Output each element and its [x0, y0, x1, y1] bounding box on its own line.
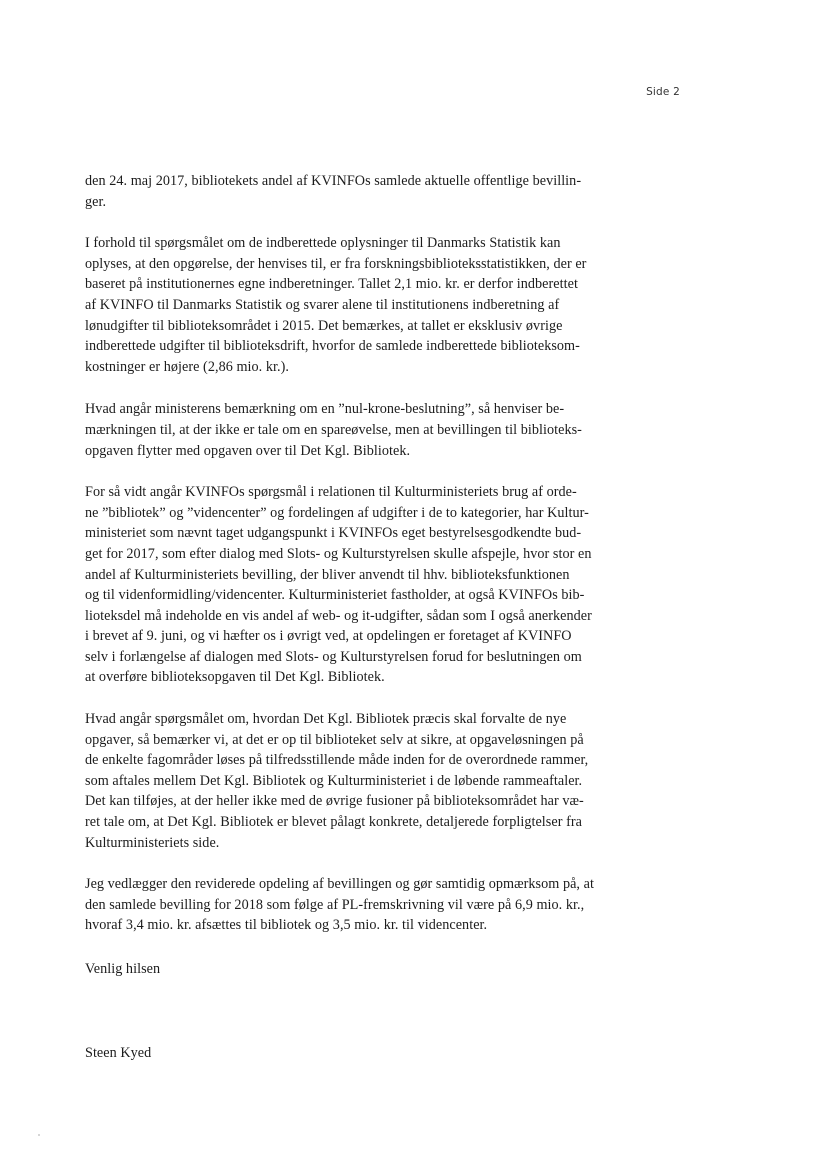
text-line: ne ”bibliotek” og ”videncenter” og fordelingen af udgifter i de to kategorier, har Kultur- — [85, 504, 589, 521]
paragraph-statistics — [85, 233, 655, 377]
paragraph-zero-krone — [85, 399, 655, 461]
text-line: opgaver, så bemærker vi, at det er op til biblioteket selv at sikre, at opgaveløsningen på — [85, 731, 584, 748]
text-line: Hvad angår spørgsmålet om, hvordan Det Kgl. Bibliotek præcis skal forvalte de nye — [85, 711, 567, 728]
text-line: I forhold til spørgsmålet om de indberettede oplysninger til Danmarks Statistik kan — [85, 235, 561, 252]
text-line: ministeriet som nævnt taget udgangspunkt i KVINFOs eget bestyrelsesgodkendte bud- — [85, 525, 582, 542]
text-line: kostninger er højere (2,86 mio. kr.). — [85, 358, 289, 375]
signature-name: Steen Kyed — [85, 1044, 152, 1061]
text-line: ret tale om, at Det Kgl. Bibliotek er blevet pålagt konkrete, detaljerede forpligtelser fra — [85, 814, 582, 831]
text-line: selv i forlængelse af dialogen med Slots- og Kulturstyrelsen forud for beslutningen om — [85, 648, 582, 665]
letter-body — [85, 171, 655, 1063]
text-line: Kulturministeriets side. — [85, 834, 220, 851]
text-line: den samlede bevilling for 2018 som følge af PL-fremskrivning vil være på 6,9 mio. kr., — [85, 896, 585, 913]
text-line: For så vidt angår KVINFOs spørgsmål i relationen til Kulturministeriets brug af orde- — [85, 484, 577, 501]
paragraph-administration — [85, 709, 655, 853]
text-line: indberettede udgifter til biblioteksdrift, hvorfor de samlede indberettede biblioteksom- — [85, 338, 580, 355]
text-line: mærkningen til, at der ikke er tale om en spareøvelse, men at bevillingen til biblioteks- — [85, 421, 582, 438]
text-line: og til videnformidling/videncenter. Kulturministeriet fastholder, at også KVINFOs bib- — [85, 587, 585, 604]
paragraph-budget-share — [85, 171, 655, 212]
closing-salutation: Venlig hilsen — [85, 961, 161, 977]
text-line: den 24. maj 2017, bibliotekets andel af KVINFOs samlede aktuelle offentlige bevillin- — [85, 173, 582, 189]
text-line: Hvad angår ministerens bemærkning om en ”nul-krone-beslutning”, så henviser be- — [85, 401, 565, 418]
page-number: Side 2 — [646, 86, 680, 98]
text-line: at overføre biblioteksopgaven til Det Kgl. Bibliotek. — [85, 669, 385, 686]
text-line: i brevet af 9. juni, og vi hæfter os i øvrigt ved, at opdelingen er foretaget af KVINFO — [85, 628, 572, 645]
text-line: af KVINFO til Danmarks Statistik og svarer alene til institutionens indberetning af — [85, 296, 560, 313]
text-line: som aftales mellem Det Kgl. Bibliotek og Kulturministeriet i de løbende rammeaftaler. — [85, 772, 583, 789]
text-line: de enkelte fagområder løses på tilfredsstillende måde inden for de overordnede rammer, — [85, 752, 589, 769]
scan-speck — [38, 1134, 40, 1136]
text-line: andel af Kulturministeriets bevilling, der bliver anvendt til hhv. biblioteksfunktionen — [85, 566, 570, 583]
text-line: Det kan tilføjes, at der heller ikke med de øvrige fusioner på biblioteksområdet har væ- — [85, 793, 584, 810]
text-line: get for 2017, som efter dialog med Slots- og Kulturstyrelsen skulle afspejle, hvor stor en — [85, 545, 592, 562]
text-line: Jeg vedlægger den reviderede opdeling af bevillingen og gør samtidig opmærksom på, at — [85, 876, 594, 893]
text-line: baseret på institutionernes egne indberetninger. Tallet 2,1 mio. kr. er derfor indberettet — [85, 276, 578, 293]
paragraph-terminology — [85, 482, 655, 688]
paragraph-revised-allocation — [85, 874, 655, 936]
text-line: hvoraf 3,4 mio. kr. afsættes til bibliotek og 3,5 mio. kr. til videncenter. — [85, 917, 488, 934]
text-line: lønudgifter til biblioteksområdet i 2015. Det bemærkes, at tallet er eksklusiv øvrige — [85, 317, 563, 334]
text-line: opgaven flytter med opgaven over til Det Kgl. Bibliotek. — [85, 442, 411, 459]
text-line: ger. — [85, 193, 107, 210]
text-line: lioteksdel må indeholde en vis andel af web- og it-udgifter, sådan som I også anerkender — [85, 607, 592, 624]
text-line: oplyses, at den opgørelse, der henvises til, er fra forskningsbiblioteksstatistikken, der er — [85, 255, 587, 272]
